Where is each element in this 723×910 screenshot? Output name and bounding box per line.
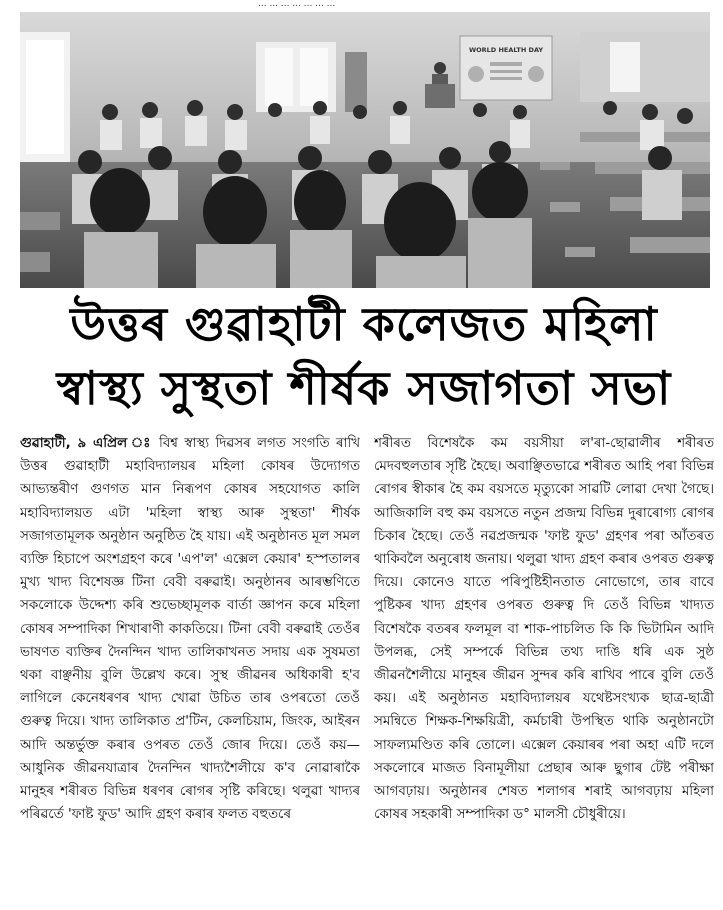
event-photo [20,12,710,288]
dateline: গুৱাহাটী, ৯ এপ্ৰিল ঃ [20,436,153,451]
headline [22,292,706,420]
headline-line-2: স্বাস্থ্য সুস্থতা শীৰ্ষক সজাগতা সভা [56,361,672,415]
banner-title: WORLD HEALTH DAY [468,46,544,54]
headline-line-1: উত্তৰ গুৱাহাটী কলেজত মহিলা [70,297,658,351]
top-strip-text: ... ... ... ... ... ... ... [258,0,336,9]
article-paragraph-1 [20,432,360,826]
article-column-2 [374,432,714,902]
article-text-1: বিশ্ব স্বাস্থ্য দিৱসৰ লগত সংগতি ৰাখি উত্তৰ গুৱাহাটী মহাবিদ্যালয়ৰ মহিলা কোষৰ উদ্যোগত আভ্যন্তৰীণ গুণগত মান নিৰূপণ কোষৰ সহযোগত কালি মহাবিদ্যালয়ত এটা 'মহিলা স্বাস্থ্য আৰু সুস্থতা' শীৰ্ষক সজাগতামূলক অনুষ্ঠান অনুষ্ঠিত হৈ যায়। এই অনুষ্ঠানত মূল সমল ব্যক্তি হিচাপে অংশগ্ৰহণ কৰে 'এপ'ল' এক্সেল কেয়াৰ' হস্পতালৰ মুখ্য খাদ্য বিশেষজ্ঞ টিনা বেবী বৰুৱাই। অনুষ্ঠানৰ আৰম্ভণিতে সকলোকে উদ্দেশ্য কৰি শুভেচ্ছামূলক বাৰ্তা জ্ঞাপন কৰে মহিলা কোষৰ সম্পাদিকা শিখাৰাণী কাকতিয়ে। টিনা বেবী বৰুৱাই তেওঁৰ ভাষণত ব্যক্তিৰ দৈনন্দিন খাদ্য তালিকাখনত সদায় এক সুষমতা থকা বাঞ্ছনীয় বুলি উল্লেখ কৰে। সুস্থ জীৱনৰ অধিকাৰী হ'ব লাগিলে কেনেধৰণৰ খাদ্য খোৱা উচিত তাৰ ওপৰতো তেওঁ গুৰুত্ব দিয়ে। খাদ্য তালিকাত প্ৰ'টিন, কেলচিয়াম, জিংক, আইৰন আদি অন্তৰ্ভুক্ত কৰাৰ ওপৰত তেওঁ জোৰ দিয়ে। তেওঁ কয়— আধুনিক জীৱনযাত্ৰাৰ দৈনন্দিন খাদ্যশৈলীয়ে ক'ব নোৱাৰাকৈ মানুহৰ শৰীৰত বিভিন্ন ধৰণৰ ৰোগৰ সৃষ্টি কৰিছে। থলুৱা খাদ্যৰ পৰিৱৰ্তে 'ফাষ্ট ফুড' আদি গ্ৰহণ কৰাৰ ফলত বহুতৰে [20,436,360,823]
article-paragraph-2: শৰীৰত বিশেষকৈ কম বয়সীয়া ল'ৰা-ছোৱালীৰ শৰীৰত মেদবহুলতাৰ সৃষ্টি হৈছে। অবাঞ্ছিতভাৱে শৰীৰত আহি পৰা বিভিন্ন ৰোগৰ স্বীকাৰ হৈ কম বয়সতে মৃত্যুকো সাৱটি লোৱা দেখা গৈছে। আজিকালি বহু কম বয়সতে নতুন প্ৰজন্ম বিভিন্ন দুৰাৰোগ্য ৰোগৰ চিকাৰ হৈছে। তেওঁ নৱপ্ৰজন্মক 'ফাষ্ট ফুড' গ্ৰহণৰ পৰা আঁতৰত থাকিবলৈ অনুৰোধ জনায়। থলুৱা খাদ্য গ্ৰহণ কৰাৰ ওপৰত গুৰুত্ব দিয়ে। কোনেও যাতে পৰিপুষ্টিহীনতাত নোভোগে, তাৰ বাবে পুষ্টিকৰ খাদ্য গ্ৰহণৰ ওপৰত গুৰুত্ব দি তেওঁ বিভিন্ন খাদ্যত বিশেষকৈ বতৰৰ ফলমূল বা শাক-পাচলিত কি কি ভিটামিন আদি উপলব্ধ, সেই সম্পৰ্কে বিভিন্ন তথ্য দাঙি ধৰি এক সুষ্ঠ জীৱনশৈলীয়ে মানুহৰ জীৱন সুন্দৰ কৰি ৰাখিব পাৰে বুলি তেওঁ কয়। এই অনুষ্ঠানত মহাবিদ্যালয়ৰ যথেষ্টসংখ্যক ছাত্ৰ-ছাত্ৰী সমন্বিতে শিক্ষক-শিক্ষয়িত্ৰী, কৰ্মচাৰী উপস্থিত থাকি অনুষ্ঠানটো সাফল্যমণ্ডিত কৰি তোলে। এক্সেল কেয়াৰৰ পৰা অহা এটি দলে সকলোৰে মাজত বিনামূলীয়া প্ৰেছাৰ আৰু ছুগাৰ টেষ্ট পৰীক্ষা আগবঢ়ায়। অনুষ্ঠানৰ শেষত শলাগৰ শৰাই আগবঢ়ায় মহিলা কোষৰ সহকাৰী সম্পাদিকা ড° মালসী চৌধুৰীয়ে। [374,436,714,823]
article-column-1 [20,432,360,902]
